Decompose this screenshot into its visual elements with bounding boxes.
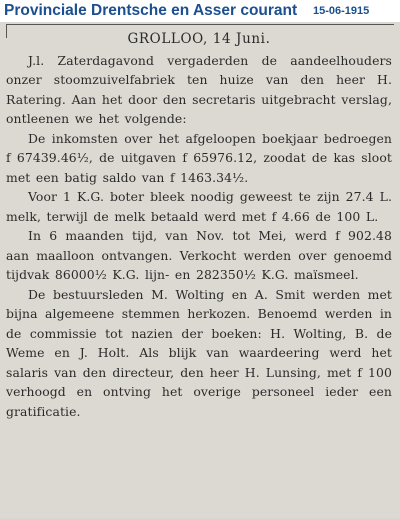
article-paragraph: Voor 1 K.G. boter bleek noodig geweest te zijn 27.4 L. melk, terwijl de melk betaald werd met f 4.66 de 100 L.	[6, 189, 392, 224]
article-paragraph: De inkomsten over het afgeloopen boekjaar bedroegen f 67439.46½, de uitgaven f 65976.12, zoodat de kas sloot met een batig saldo van f 1463.34½.	[6, 130, 392, 185]
column-rule	[6, 24, 394, 25]
publication-date: 15-06-1915	[313, 5, 370, 17]
article-heading: GROLLOO, 14 Juni.	[127, 31, 271, 47]
article-paragraph: De bestuursleden M. Wolting en A. Smit werden met bijna algemeene stemmen herkozen. Benoemd werden in de commissie tot nazien der boeken: H. Wolting, B. de Weme en J. Holt. Als blijk van waardeering werd het salaris van den directeur, den heer H. Lunsing, met f 100 verhoogd en ontving het overige personeel ieder een gratificatie.	[6, 286, 392, 419]
clipping-header	[0, 0, 400, 22]
article-paragraph: In 6 maanden tijd, van Nov. tot Mei, werd f 902.48 aan maalloon ontvangen. Verkocht werden over genoemd tijdvak 86000½ K.G. lijn- en 282350½ K.G. maïsmeel.	[6, 228, 392, 282]
article-paragraph: J.l. Zaterdagavond vergaderden de aandeelhouders onzer stoomzuivelfabriek ten huize van den heer H. Ratering. Aan het door den secretaris uitgebracht verslag, ontleenen we het volgende:	[6, 52, 392, 126]
newspaper-clipping	[0, 22, 400, 519]
article	[6, 30, 392, 421]
newspaper-title: Provinciale Drentsche en Asser courant	[4, 2, 298, 19]
